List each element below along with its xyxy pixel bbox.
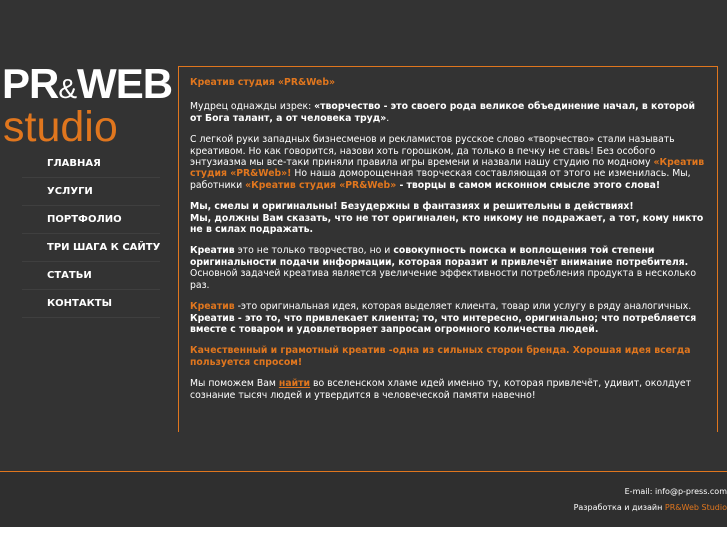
footer-bottom-strip — [0, 527, 727, 545]
creative-def-rest: Основной задачей креатива является увеличение эффективности потребления продукта в несколько раз. — [190, 268, 697, 291]
creative-term: Креатив — [190, 245, 235, 257]
main-nav — [22, 150, 160, 318]
quote-intro: Мудрец однажды изрек: — [190, 101, 315, 113]
history-text-2: Но наша доморощенная творческая составляющая от этого не изменилась. Мы, работники — [190, 168, 691, 191]
studio-logo[interactable] — [2, 58, 174, 151]
find-link[interactable]: найти — [278, 378, 311, 390]
quote-end: . — [386, 112, 390, 124]
logo-line-studio: studio — [3, 103, 118, 151]
footer — [0, 472, 727, 527]
paragraph-brand: Качественный и грамотный креатив -одна из сильных сторон бренда. Хорошая идея всегда пользуется спросом! — [190, 345, 691, 368]
paragraph-creative-definition — [190, 245, 707, 291]
content-title: Креатив студия «PR&Web» — [190, 77, 336, 88]
nav-item-home[interactable]: ГЛАВНАЯ — [22, 150, 160, 178]
paragraph-help — [190, 378, 707, 401]
creative-idea-text: -это оригинальная идея, которая выделяет клиента, товар или услугу в ряду аналогичных. — [234, 301, 692, 313]
credit-text: Разработка и дизайн — [573, 503, 665, 512]
studio-name-highlight: «Креатив студия «PR&Web»! — [190, 157, 705, 180]
nav-item-services[interactable]: УСЛУГИ — [22, 178, 160, 206]
footer-credit — [574, 503, 727, 512]
help-text-2: во вселенском хламе идей именно ту, которая привлечёт, удивит, околдует сознание тысяч людей и утвердится в человеческой памяти навечно! — [190, 378, 692, 401]
main-content — [178, 66, 718, 432]
paragraph-bold: Мы, смелы и оригинальны! Безудержны в фантазиях и решительны в действиях! Мы, должны Вам сказать, что не тот оригинален, кто никому не подражает, а тот, кому никто не в силах подражать. — [190, 201, 704, 236]
creative-def-text: это не только творчество, но и — [234, 245, 394, 257]
history-text-3: - творцы в самом исконном смысле этого слова! — [396, 179, 661, 191]
nav-item-three-steps[interactable]: ТРИ ШАГА К САЙТУ — [22, 234, 160, 262]
creative-def-bold: совокупность поиска и воплощения той степени оригинальности подачи информации, которая поразит и привлечёт внимание потребителя. — [190, 245, 689, 268]
creative-idea-bold: Креатив - это то, что привлекает клиента; то, что интересно, оригинально; что потребляется вместе с товаром и удовлетворяет запросам огромного количества людей. — [190, 312, 697, 335]
paragraph-history — [190, 134, 707, 191]
nav-item-portfolio[interactable]: ПОРТФОЛИО — [22, 206, 160, 234]
footer-email[interactable]: E-mail: info@p-press.com — [624, 487, 727, 496]
studio-name-highlight-2: «Креатив студия «PR&Web» — [245, 179, 397, 191]
creative-term-orange: Креатив — [190, 301, 235, 313]
nav-item-articles[interactable]: СТАТЬИ — [22, 262, 160, 290]
nav-item-contacts[interactable]: КОНТАКТЫ — [22, 290, 160, 318]
history-text: С легкой руки западных бизнесменов и рекламистов русское слово «творчество» стали называть креативом. Но как говорится, назови хоть горошком, да только в печку не ставь! Без особого энтузиазма мы все-таки приняли правила игры времени и назвали нашу студию по модному — [190, 134, 675, 169]
logo-line-prweb: PR&WEB — [2, 60, 173, 107]
paragraph-creative-idea — [190, 301, 707, 335]
help-text: Мы поможем Вам — [190, 378, 279, 390]
paragraph-quote — [190, 101, 707, 124]
credit-studio-link[interactable]: PR&Web Studio — [664, 503, 727, 512]
quote-text: «творчество - это своего рода великое объединение начал, в которой от Бога талант, а от человека труд» — [190, 101, 696, 124]
